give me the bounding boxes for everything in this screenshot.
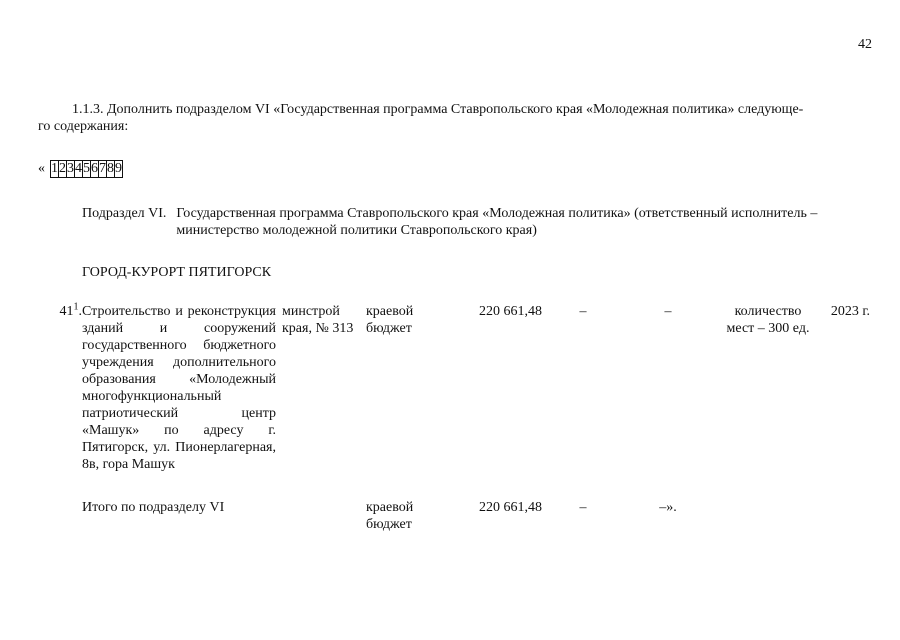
year-cell: 2023 г.: [830, 304, 870, 319]
col-number-7: 7: [99, 161, 106, 176]
object-description: Строительство и реконструкция зданий и сооружений государственного бюджетного учреждения дополнительного образования «Молодежный многофункциональный патриотический центр «Машук» по адресу г. Пятигорск, ул. Пионерлагерная, 8в, гора Машук: [82, 304, 276, 472]
subsection-text: Государственная программа Ставропольского края «Молодежная политика» (ответственный исполнитель – министерство молодежной политики Ставропольского края): [176, 206, 818, 238]
intro-line-1: 1.1.3. Дополнить подразделом VI «Государственная программа Ставропольского края «Молодежная политика» следующе-: [72, 102, 804, 117]
col-number-3: 3: [67, 161, 74, 176]
column-number-table: [50, 160, 123, 178]
subsection-label: Подраздел VI.: [82, 206, 167, 221]
row-number: $41^1$.: [59, 301, 82, 319]
intro-line-2: го содержания:: [38, 119, 129, 134]
open-quote: «: [38, 161, 45, 176]
col-number-1: 1: [51, 161, 58, 176]
page-number: 42: [858, 37, 872, 52]
col-number-6: 6: [91, 161, 98, 176]
col7-cell: –: [664, 304, 672, 319]
intro-paragraph: [38, 101, 870, 135]
col-number-8: 8: [107, 161, 114, 176]
col-number-4: 4: [75, 161, 82, 176]
capacity-cell: количество мест – 300 ед.: [726, 304, 810, 336]
city-heading: ГОРОД-КУРОРТ ПЯТИГОРСК: [82, 265, 272, 280]
budget-cell: краевой бюджет: [366, 304, 414, 336]
total-amount-cell: 220 661,48: [479, 500, 542, 515]
col-number-2: 2: [59, 161, 66, 176]
total-label: Итого по подразделу VI: [82, 500, 225, 515]
subsection-heading: [82, 205, 872, 239]
amount-cell: 220 661,48: [479, 304, 542, 319]
total-col7-cell: –».: [659, 500, 677, 515]
total-col6-cell: –: [579, 500, 587, 515]
total-budget-cell: краевой бюджет: [366, 500, 414, 532]
customer-cell: минстрой края, № 313: [282, 304, 354, 336]
row-number-superscript: 1: [73, 301, 79, 313]
col6-cell: –: [579, 304, 587, 319]
col-number-9: 9: [115, 161, 122, 176]
col-number-5: 5: [83, 161, 90, 176]
